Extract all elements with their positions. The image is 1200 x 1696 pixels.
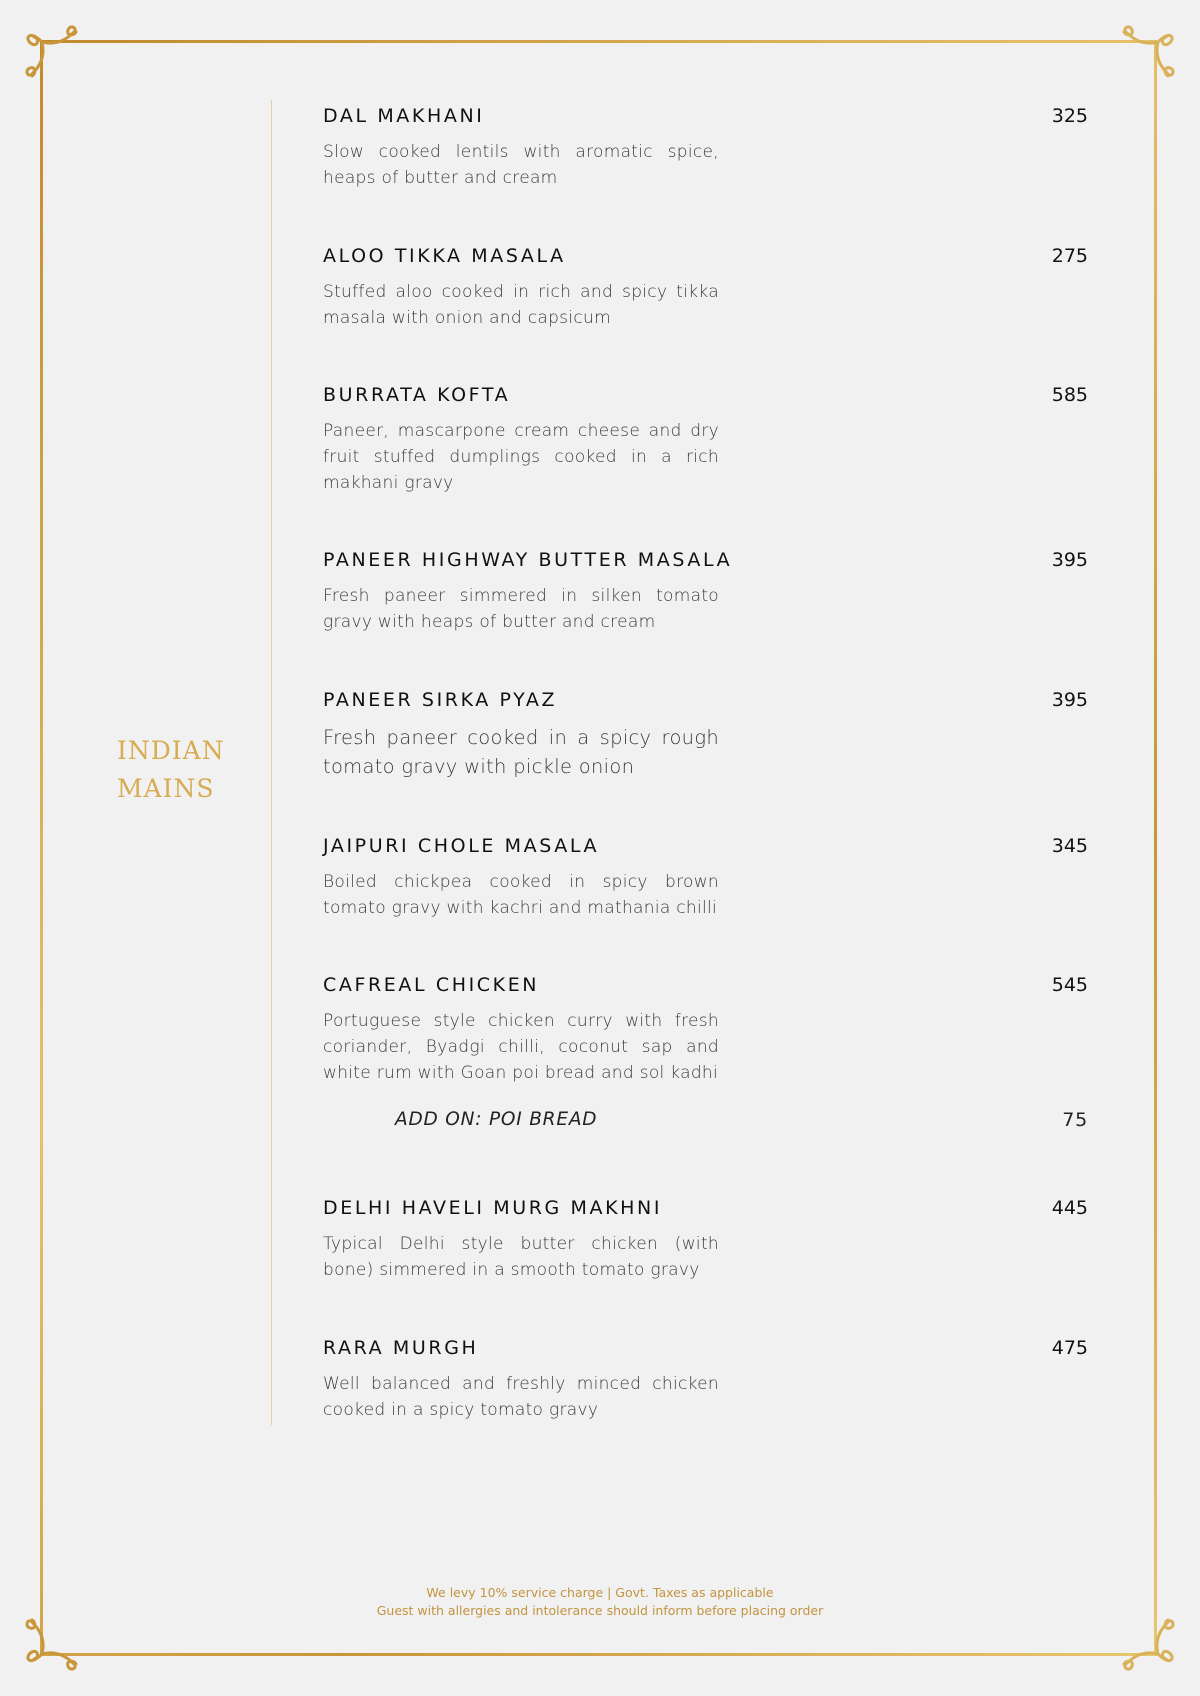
menu-item	[323, 243, 1088, 331]
item-price: 345	[1051, 835, 1088, 857]
footer-line: Guest with allergies and intolerance should inform before placing order	[376, 1603, 824, 1618]
item-price: 545	[1051, 974, 1088, 996]
item-description: Fresh paneer cooked in a spicy rough tomato gravy with pickle onion	[323, 726, 719, 778]
footer-note	[0, 1584, 1200, 1620]
item-price: 325	[1051, 105, 1088, 127]
item-description: Fresh paneer simmered in silken tomato gravy with heaps of butter and cream	[323, 586, 719, 632]
item-price: 395	[1051, 549, 1088, 571]
item-description: Typical Delhi style butter chicken (with bone) simmered in a smooth tomato gravy	[323, 1234, 719, 1280]
item-name: DELHI HAVELI MURG MAKHNI	[323, 1197, 663, 1219]
item-name: RARA MURGH	[323, 1337, 479, 1359]
item-description: Boiled chickpea cooked in spicy brown tomato gravy with kachri and mathania chilli	[323, 872, 719, 918]
item-description: Paneer, mascarpone cream cheese and dry fruit stuffed dumplings cooked in a rich makhani gravy	[323, 421, 719, 493]
menu-item	[323, 1195, 1088, 1283]
corner-flourish-icon	[18, 1614, 82, 1678]
item-name: CAFREAL CHICKEN	[323, 974, 540, 996]
menu-item	[323, 547, 1088, 635]
item-name: ALOO TIKKA MASALA	[323, 245, 566, 267]
menu-item	[323, 382, 1088, 496]
addon-item	[395, 1107, 1088, 1133]
item-name: PANEER SIRKA PYAZ	[323, 689, 558, 711]
item-price: 395	[1051, 689, 1088, 711]
item-name: BURRATA KOFTA	[323, 384, 511, 406]
item-price: 275	[1051, 245, 1088, 267]
item-price: 445	[1051, 1197, 1088, 1219]
footer-line: We levy 10% service charge | Govt. Taxes as applicable	[426, 1585, 774, 1600]
menu-item	[323, 1335, 1088, 1423]
item-description: Well balanced and freshly minced chicken cooked in a spicy tomato gravy	[323, 1374, 719, 1420]
item-description: Portuguese style chicken curry with fresh coriander, Byadgi chilli, coconut sap and white rum with Goan poi bread and sol kadhi	[323, 1011, 719, 1083]
menu-item	[323, 103, 1088, 191]
menu-item	[323, 687, 1088, 781]
corner-flourish-icon	[1118, 1614, 1182, 1678]
section-title	[117, 732, 267, 808]
corner-flourish-icon	[1118, 18, 1182, 82]
menu-item	[323, 833, 1088, 921]
item-description: Stuffed aloo cooked in rich and spicy tikka masala with onion and capsicum	[323, 282, 719, 328]
addon-price: 75	[1062, 1109, 1088, 1131]
section-title-line: INDIAN	[117, 736, 225, 765]
item-name: JAIPURI CHOLE MASALA	[323, 835, 600, 857]
item-name: PANEER HIGHWAY BUTTER MASALA	[323, 549, 733, 571]
section-title-line: MAINS	[117, 774, 215, 803]
addon-label: ADD ON: POI BREAD	[395, 1109, 598, 1130]
item-name: DAL MAKHANI	[323, 105, 485, 127]
corner-flourish-icon	[18, 18, 82, 82]
item-price: 585	[1051, 384, 1088, 406]
item-description: Slow cooked lentils with aromatic spice, heaps of butter and cream	[323, 142, 719, 188]
menu-item	[323, 972, 1088, 1086]
item-price: 475	[1051, 1337, 1088, 1359]
vertical-divider	[271, 100, 272, 1425]
